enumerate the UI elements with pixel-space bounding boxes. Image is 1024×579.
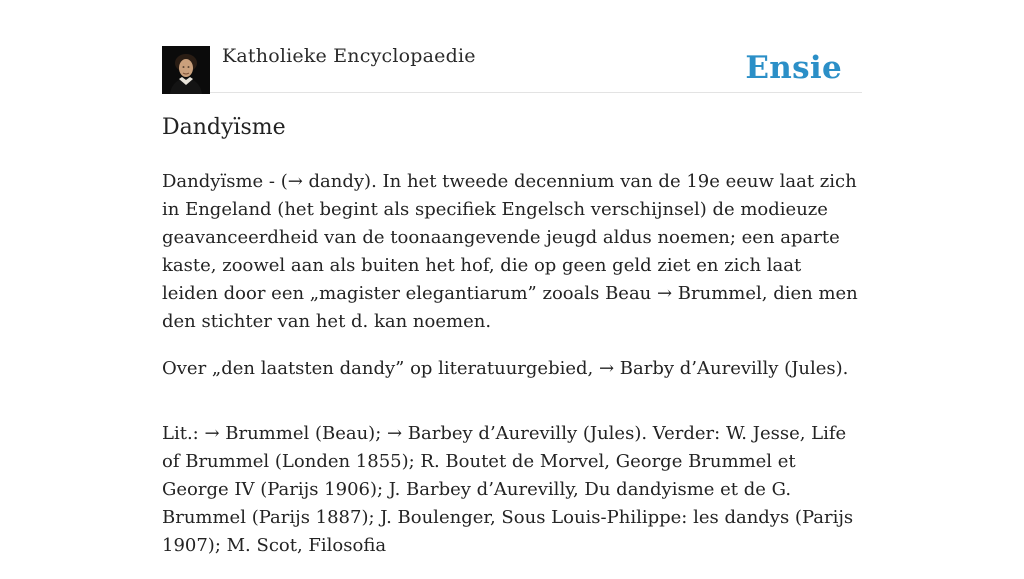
brand-logo[interactable]: Ensie (745, 50, 842, 86)
article-paragraph: Dandyïsme - (→ dandy). In het tweede decennium van de 19e eeuw laat zich in Engeland (het begint als specifiek Engelsch verschijnsel) de modieuze geavanceerdheid van de toonaangevende jeugd aldus noemen; een aparte kaste, zoowel aan als buiten het hof, die op geen geld ziet en zich laat leiden door een „magister elegantiarum” zooals Beau → Brummel, dien men den stichter van het d. kan noemen. (162, 171, 858, 332)
site-header (162, 0, 862, 93)
article-body (162, 168, 862, 579)
literature-paragraph: Lit.: → Brummel (Beau); → Barbey d’Aurevilly (Jules). Verder: W. Jesse, Life of Brummel (Londen 1855); R. Boutet de Morvel, George Brummel et George IV (Parijs 1906); J. Barbey d’Aurevilly, Du dandyisme et de G. Brummel (Parijs 1887); J. Boulenger, Sous Louis-Philippe: les dandys (Parijs 1907); M. Scot, Filosofia (162, 423, 854, 556)
article-paragraph: Over „den laatsten dandy” op literatuurgebied, → Barby d’Aurevilly (Jules). (162, 358, 849, 379)
portrait-icon[interactable] (162, 46, 210, 94)
article-title: Dandyïsme (162, 115, 286, 140)
page (162, 0, 862, 556)
site-name[interactable]: Katholieke Encyclopaedie (222, 45, 476, 67)
